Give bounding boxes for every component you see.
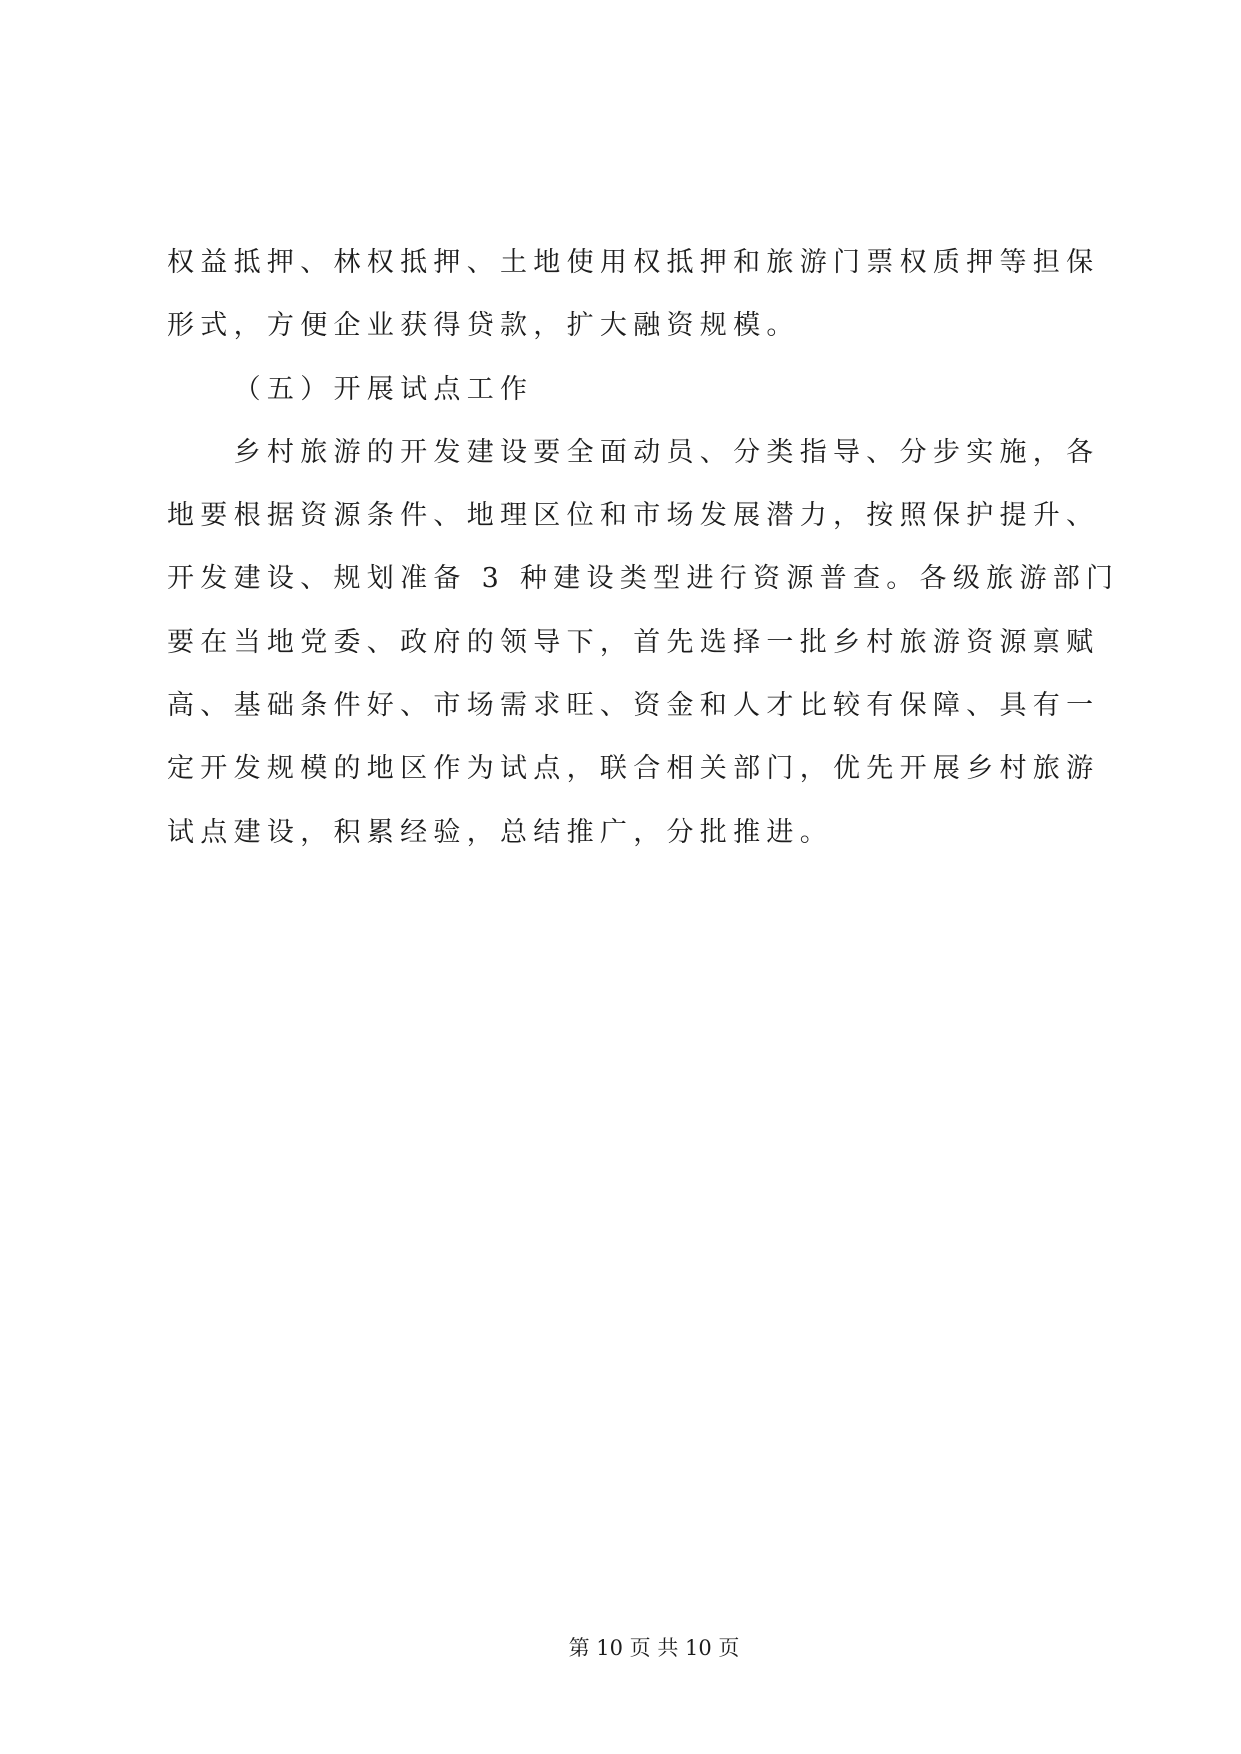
- section-heading: （五）开展试点工作: [233, 373, 534, 405]
- paragraph-line: 权益抵押、林权抵押、土地使用权抵押和旅游门票权质押等担保: [167, 247, 1100, 278]
- paragraph-line: 开发建设、规划准备 3 种建设类型进行资源普查。各级旅游部门: [167, 563, 1120, 595]
- paragraph-line: 地要根据资源条件、地理区位和市场发展潜力，按照保护提升、: [167, 500, 1100, 532]
- paragraph-line: 形式，方便企业获得贷款，扩大融资规模。: [167, 310, 800, 342]
- page-number-footer: 第 10 页 共 10 页: [568, 1636, 740, 1660]
- paragraph-line: 试点建设，积累经验，总结推广，分批推进。: [167, 816, 833, 848]
- paragraph-line: 高、基础条件好、市场需求旺、资金和人才比较有保障、具有一: [167, 690, 1100, 722]
- paragraph-line: 定开发规模的地区作为试点，联合相关部门，优先开展乡村旅游: [167, 753, 1100, 785]
- paragraph-line: 要在当地党委、政府的领导下，首先选择一批乡村旅游资源禀赋: [167, 626, 1100, 658]
- paragraph-line: 乡村旅游的开发建设要全面动员、分类指导、分步实施，各: [233, 436, 1100, 468]
- body-text: [167, 231, 1127, 864]
